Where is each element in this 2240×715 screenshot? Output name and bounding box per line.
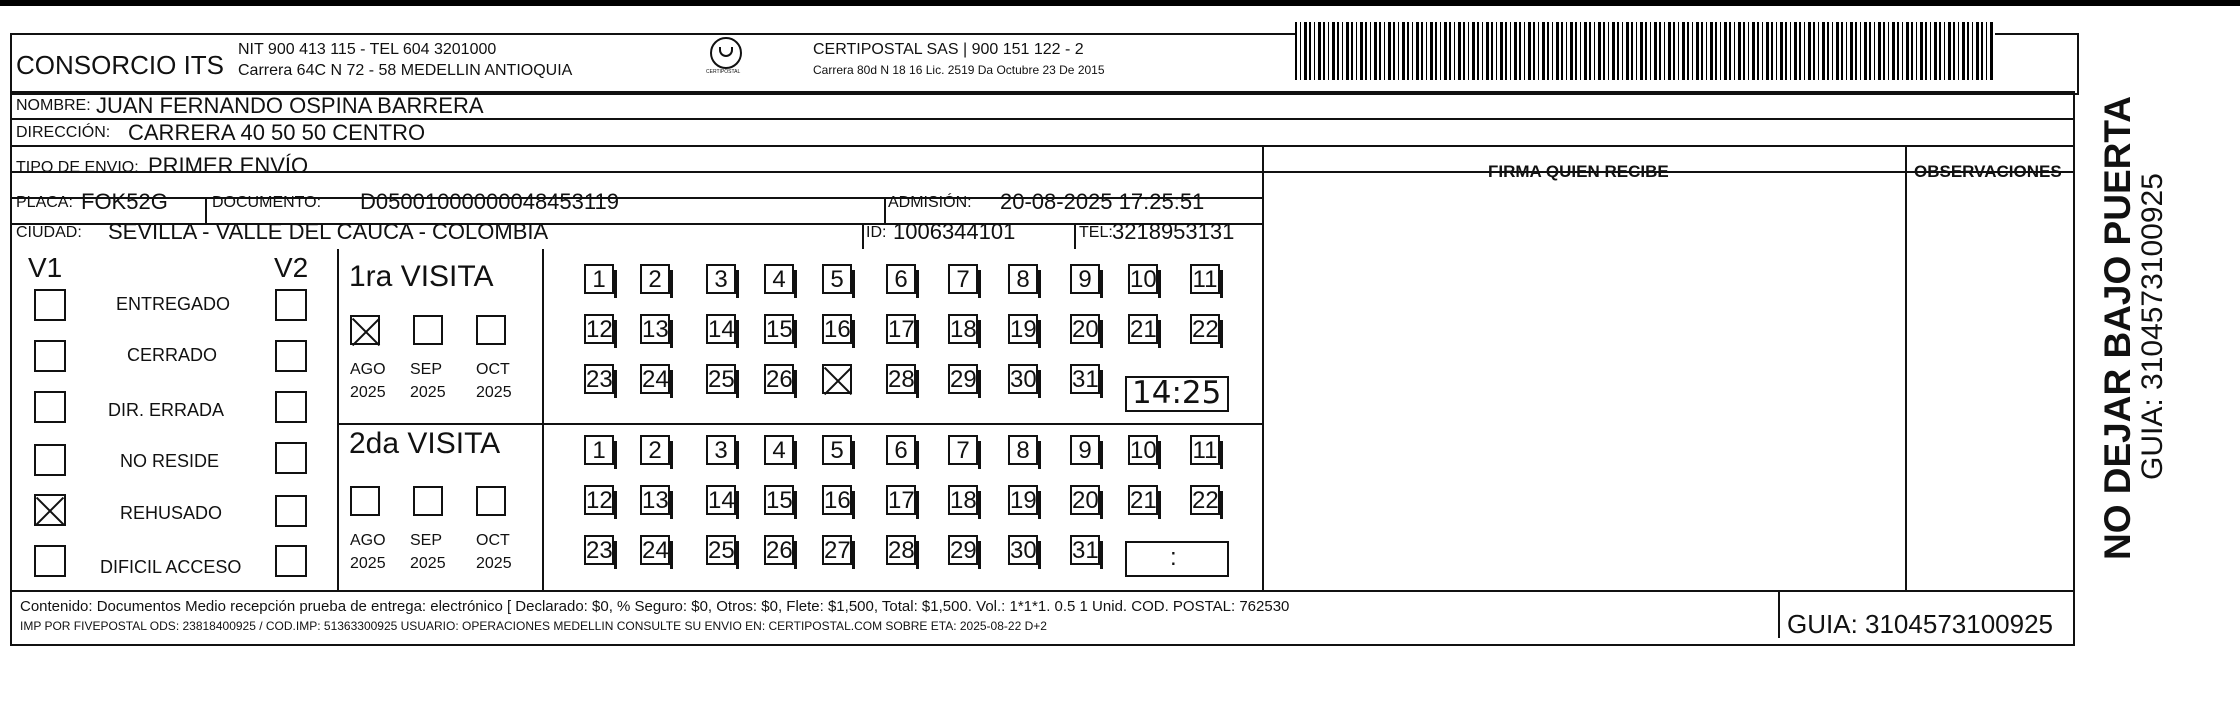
footer-content-line: Contenido: Documentos Medio recepción prueba de entrega: electrónico [ Declarado: $0, % Seguro: $0, Otros: $0, Flete: $1,500, Total: $1,500. Vol.: 1*1*1. 0.5 1 Unid. COD. POSTAL: 762530 (20, 598, 1290, 615)
day-13[interactable] (640, 314, 670, 344)
month-sep: SEP (410, 361, 443, 378)
day-number: 16 (824, 487, 851, 514)
day-number: 5 (830, 266, 844, 293)
ciudad-value: SEVILLA - VALLE DEL CAUCA - COLOMBIA (108, 219, 549, 244)
first-visit-title: 1ra VISITA (349, 260, 494, 293)
day-18[interactable] (948, 314, 978, 344)
direccion-label: DIRECCIÓN: (16, 124, 111, 141)
day-number: 6 (894, 437, 908, 464)
day-number: 17 (888, 487, 915, 514)
day-25[interactable] (706, 364, 736, 394)
day-number: 28 (888, 537, 915, 564)
divider (884, 197, 886, 223)
day-8[interactable] (1008, 435, 1038, 465)
day-22[interactable] (1190, 314, 1220, 344)
v1-cerrado-checkbox[interactable] (34, 340, 66, 372)
day-number: 30 (1010, 537, 1037, 564)
day-number: 9 (1078, 266, 1092, 293)
day-number: 4 (772, 437, 786, 464)
divider (12, 590, 2073, 592)
v1-dir-errada-checkbox[interactable] (34, 391, 66, 423)
day-number: 20 (1072, 316, 1099, 343)
day-4[interactable] (764, 435, 794, 465)
day-10[interactable] (1128, 264, 1158, 294)
tipo-envio-label: TIPO DE ENVIO: (16, 159, 139, 176)
day-number: 25 (708, 537, 735, 564)
day-9[interactable] (1070, 264, 1100, 294)
day-number: 23 (586, 537, 613, 564)
day-31[interactable] (1070, 535, 1100, 565)
divider (1074, 223, 1076, 249)
day-number: 29 (950, 537, 977, 564)
day-23[interactable] (584, 364, 614, 394)
barcode (1295, 22, 1995, 80)
day-number: 26 (766, 366, 793, 393)
v1-label: V1 (28, 252, 63, 283)
day-number: 29 (950, 366, 977, 393)
year-oct: 2025 (476, 384, 512, 401)
day-15[interactable] (764, 314, 794, 344)
v2-dificil-acceso-checkbox[interactable] (275, 545, 307, 577)
divider (337, 249, 339, 590)
day-number: 19 (1010, 487, 1037, 514)
status-dificil-acceso: DIFICIL ACCESO (100, 557, 242, 577)
day-11[interactable] (1190, 264, 1220, 294)
day-number: 1 (592, 266, 606, 293)
day-6[interactable] (886, 435, 916, 465)
day-17[interactable] (886, 485, 916, 515)
day-number: 2 (648, 437, 662, 464)
day-5[interactable] (822, 264, 852, 294)
day-26[interactable] (764, 535, 794, 565)
day-number: 21 (1130, 316, 1157, 343)
day-number: 4 (772, 266, 786, 293)
day-6[interactable] (886, 264, 916, 294)
day-number: 15 (766, 487, 793, 514)
placa-label: PLACA: (16, 194, 73, 211)
day-number: 1 (592, 437, 606, 464)
day-29[interactable] (948, 364, 978, 394)
day-number: 25 (708, 366, 735, 393)
divider (542, 249, 544, 590)
divider (12, 145, 2073, 147)
footer-guia: GUIA: 3104573100925 (1787, 609, 2053, 639)
day-number: 7 (956, 437, 970, 464)
day-number: 26 (766, 537, 793, 564)
id-value: 1006344101 (893, 219, 1016, 244)
firma-header: FIRMA QUIEN RECIBE (1488, 162, 1669, 181)
ago-2025-second-visit[interactable] (350, 486, 380, 516)
day-number: 16 (824, 316, 851, 343)
direccion-value: CARRERA 40 50 50 CENTRO (128, 120, 426, 145)
day-number: 11 (1192, 266, 1218, 293)
id-label: ID: (866, 224, 887, 241)
day-21[interactable] (1128, 485, 1158, 515)
day-number: 20 (1072, 487, 1099, 514)
ciudad-label: CIUDAD: (16, 224, 82, 241)
day-number: 18 (950, 316, 977, 343)
day-26[interactable] (764, 364, 794, 394)
day-12[interactable] (584, 485, 614, 515)
side-guia: GUIA: 3104573100925 (2136, 173, 2169, 480)
day-13[interactable] (640, 485, 670, 515)
sep-2025-second-visit[interactable] (413, 486, 443, 516)
v2-label: V2 (274, 252, 309, 283)
day-25[interactable] (706, 535, 736, 565)
tel-label: TEL: (1079, 224, 1113, 241)
nombre-value: JUAN FERNANDO OSPINA BARRERA (96, 93, 484, 118)
month-oct-2: OCT (476, 532, 510, 549)
day-number: 2 (648, 266, 662, 293)
ago-2025-first-visit-checked[interactable] (350, 315, 380, 345)
day-number: 14 (708, 316, 735, 343)
tipo-envio-value: PRIMER ENVÍO (148, 153, 309, 178)
day-28[interactable] (886, 364, 916, 394)
divider (1262, 145, 1264, 590)
day-number: 22 (1192, 316, 1219, 343)
year-sep: 2025 (410, 384, 446, 401)
v1-no-reside-checkbox[interactable] (34, 444, 66, 476)
day-marked[interactable] (822, 364, 852, 394)
day-14[interactable] (706, 485, 736, 515)
day-19[interactable] (1008, 485, 1038, 515)
company-name: CONSORCIO ITS (16, 50, 225, 80)
day-22[interactable] (1190, 485, 1220, 515)
month-oct: OCT (476, 361, 510, 378)
day-number: 6 (894, 266, 908, 293)
tel-value: 3218953131 (1112, 219, 1235, 244)
day-number: 28 (888, 366, 915, 393)
day-24[interactable] (640, 535, 670, 565)
status-no-reside: NO RESIDE (120, 451, 220, 471)
handwritten-time: 14:25 (1132, 375, 1222, 411)
blank-time-separator: : (1170, 544, 1177, 571)
admision-value: 20-08-2025 17:25:51 (1000, 189, 1205, 214)
day-17[interactable] (886, 314, 916, 344)
year-sep-2: 2025 (410, 555, 446, 572)
day-1[interactable] (584, 435, 614, 465)
day-21[interactable] (1128, 314, 1158, 344)
nit-tel: NIT 900 413 115 - TEL 604 3201000 (238, 41, 497, 58)
day-20[interactable] (1070, 314, 1100, 344)
day-30[interactable] (1008, 364, 1038, 394)
documento-value: D05001000000048453119 (360, 189, 619, 214)
day-20[interactable] (1070, 485, 1100, 515)
day-number: 31 (1072, 366, 1099, 393)
divider (1778, 590, 1780, 638)
company-address: Carrera 64C N 72 - 58 MEDELLIN ANTIOQUIA (238, 62, 573, 79)
day-number: 8 (1016, 437, 1030, 464)
day-2[interactable] (640, 264, 670, 294)
day-28[interactable] (886, 535, 916, 565)
v2-entregado-checkbox[interactable] (275, 289, 307, 321)
day-8[interactable] (1008, 264, 1038, 294)
oct-2025-first-visit[interactable] (476, 315, 506, 345)
day-27[interactable] (822, 535, 852, 565)
top-border (0, 0, 2240, 6)
day-number: 14 (708, 487, 735, 514)
day-number: 24 (642, 537, 669, 564)
day-24[interactable] (640, 364, 670, 394)
observaciones-header: OBSERVACIONES (1914, 162, 2062, 181)
day-number: 21 (1130, 487, 1157, 514)
v2-cerrado-checkbox[interactable] (275, 340, 307, 372)
day-number: 7 (956, 266, 970, 293)
no-dejar-warning: NO DEJAR BAJO PUERTA (2097, 96, 2138, 560)
v1-dificil-acceso-checkbox[interactable] (34, 545, 66, 577)
status-entregado: ENTREGADO (116, 294, 231, 314)
v1-rehusado-checkbox-checked[interactable] (34, 494, 66, 526)
status-cerrado: CERRADO (127, 345, 218, 365)
day-4[interactable] (764, 264, 794, 294)
day-10[interactable] (1128, 435, 1158, 465)
documento-label: DOCUMENTO: (212, 194, 322, 211)
day-29[interactable] (948, 535, 978, 565)
v2-no-reside-checkbox[interactable] (275, 442, 307, 474)
day-16[interactable] (822, 485, 852, 515)
day-number: 8 (1016, 266, 1030, 293)
day-number: 17 (888, 316, 915, 343)
day-number: 15 (766, 316, 793, 343)
day-number: 9 (1078, 437, 1092, 464)
placa-value: FOK52G (81, 189, 168, 214)
v2-dir-errada-checkbox[interactable] (275, 391, 307, 423)
day-number: 18 (950, 487, 977, 514)
month-ago: AGO (350, 361, 386, 378)
day-5[interactable] (822, 435, 852, 465)
day-number: 30 (1010, 366, 1037, 393)
month-ago-2: AGO (350, 532, 386, 549)
year-ago-2: 2025 (350, 555, 386, 572)
day-12[interactable] (584, 314, 614, 344)
day-number: 19 (1010, 316, 1037, 343)
year-oct-2: 2025 (476, 555, 512, 572)
divider (337, 423, 1262, 425)
certipostal-name: CERTIPOSTAL SAS | 900 151 122 - 2 (813, 41, 1084, 58)
day-1[interactable] (584, 264, 614, 294)
day-9[interactable] (1070, 435, 1100, 465)
day-3[interactable] (706, 435, 736, 465)
v2-rehusado-checkbox[interactable] (275, 495, 307, 527)
day-number: 11 (1192, 437, 1218, 464)
day-16[interactable] (822, 314, 852, 344)
day-number: 23 (586, 366, 613, 393)
second-visit-title: 2da VISITA (349, 427, 501, 460)
day-number: 10 (1130, 437, 1157, 464)
logo-caption: CERTIPOSTAL (706, 69, 741, 75)
day-number: 13 (642, 316, 669, 343)
day-number: 27 (824, 537, 851, 564)
nombre-label: NOMBRE: (16, 97, 91, 114)
day-number: 13 (642, 487, 669, 514)
day-19[interactable] (1008, 314, 1038, 344)
day-7[interactable] (948, 264, 978, 294)
day-number: 10 (1130, 266, 1157, 293)
day-number: 24 (642, 366, 669, 393)
day-7[interactable] (948, 435, 978, 465)
day-number: 31 (1072, 537, 1099, 564)
status-rehusado: REHUSADO (120, 503, 223, 523)
divider (12, 171, 2073, 173)
day-number: 3 (714, 266, 728, 293)
divider (1905, 145, 1907, 590)
day-14[interactable] (706, 314, 736, 344)
footer-imp-line: IMP POR FIVEPOSTAL ODS: 23818400925 / COD.IMP: 51363300925 USUARIO: OPERACIONES MEDELLIN CONSULTE SU ENVIO EN: CERTIPOSTAL.COM SOBRE ETA: 2025-08-22 D+2 (20, 619, 1047, 633)
day-2[interactable] (640, 435, 670, 465)
day-23[interactable] (584, 535, 614, 565)
day-number: 22 (1192, 487, 1219, 514)
day-number: 3 (714, 437, 728, 464)
day-30[interactable] (1008, 535, 1038, 565)
day-15[interactable] (764, 485, 794, 515)
certipostal-logo-icon (710, 37, 742, 69)
oct-2025-second-visit[interactable] (476, 486, 506, 516)
sep-2025-first-visit[interactable] (413, 315, 443, 345)
day-3[interactable] (706, 264, 736, 294)
day-number: 12 (586, 487, 613, 514)
day-number: 5 (830, 437, 844, 464)
second-visit-time-box[interactable] (1125, 541, 1229, 577)
day-11[interactable] (1190, 435, 1220, 465)
divider (862, 223, 864, 249)
admision-label: ADMISIÓN: (888, 194, 972, 211)
day-number: 12 (586, 316, 613, 343)
day-31[interactable] (1070, 364, 1100, 394)
shipping-form (10, 91, 2075, 646)
day-18[interactable] (948, 485, 978, 515)
v1-entregado-checkbox[interactable] (34, 289, 66, 321)
month-sep-2: SEP (410, 532, 443, 549)
license-text: Carrera 80d N 18 16 Lic. 2519 Da Octubre 23 De 2015 (813, 63, 1105, 77)
year-ago: 2025 (350, 384, 386, 401)
status-dir-errada: DIR. ERRADA (108, 400, 225, 420)
